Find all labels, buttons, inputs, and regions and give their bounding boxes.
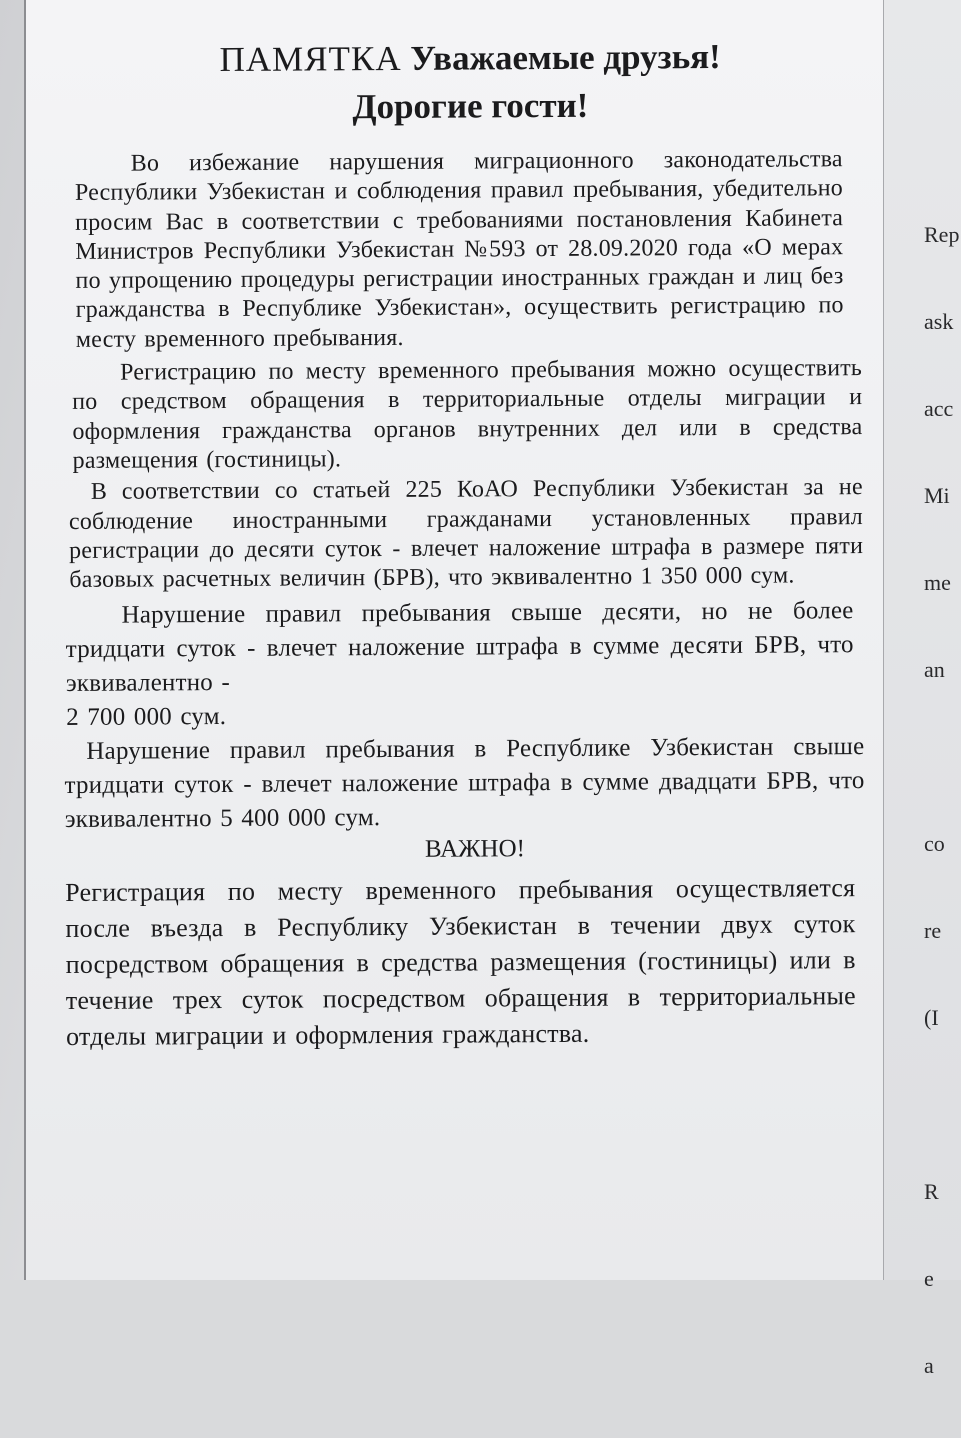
paragraph-registration-request: Во избежание нарушения миграционного законодательства Республики Узбекистан и соблюдения правил пребывания, убедительно просим Вас в соответствии с требованиями постановления Кабинета Министров Республики Узбекистан №593 от 28.09.2020 года «О мерах по упрощению процедуры регистрации иностранных граждан и лиц без гражданства в Республике Узбекистан», осуществить регистрацию по месту временного пребывания. xyxy=(74,146,844,353)
adjacent-sheet-text xyxy=(924,162,959,1438)
paragraph-fine-thirty-days xyxy=(63,595,864,736)
adjacent-fragment: re xyxy=(924,918,942,943)
notice-title xyxy=(60,33,861,132)
adjacent-fragment: me xyxy=(924,570,951,595)
adjacent-fragment xyxy=(924,742,959,771)
notice-content xyxy=(60,33,866,1055)
fine-thirty-days-amount: 2 700 000 сум. xyxy=(66,703,227,732)
adjacent-fragment: e xyxy=(924,1266,934,1291)
adjacent-fragment: Rep xyxy=(924,222,960,247)
adjacent-fragment: R xyxy=(924,1179,939,1204)
adjacent-sheet xyxy=(884,0,961,1378)
fine-thirty-days-text: Нарушение правил пребывания свыше десяти, но не более тридцати суток - влечет наложение штрафа в сумме десяти БРВ, что эквивалентно - xyxy=(65,597,854,698)
title-guests: Дорогие гости! xyxy=(352,85,589,127)
paragraph-registration-deadline: Регистрация по месту временного пребывания осуществляется после въезда в Республику Узбекистан в течении двух суток посредством обращения в средства размещения (гостиницы) или в течение трех суток посредством обращения в территориальные отделы миграции и оформления гражданства. xyxy=(65,873,856,1052)
adjacent-fragment: a xyxy=(924,1353,934,1378)
paragraph-fine-over-thirty-days: Нарушение правил пребывания в Республике Узбекистан свыше тридцати суток - влечет наложение штрафа в сумме двадцати БРВ, что эквивалентно 5 400 000 сум. xyxy=(64,733,865,834)
adjacent-fragment: acc xyxy=(924,396,954,421)
adjacent-fragment: an xyxy=(924,657,945,682)
paragraph-fine-ten-days: В соответствии со статьей 225 КоАО Республики Узбекистан за не соблюдение иностранными гражданами установленных правил регистрации до десяти суток - влечет наложение штрафа в размере пяти базовых расчетных величин (БРВ), что эквивалентно 1 350 000 сум. xyxy=(68,474,864,594)
title-greeting: Уважаемые друзья! xyxy=(410,36,721,78)
adjacent-fragment: Mi xyxy=(924,483,950,508)
paragraph-registration-where: Регистрацию по месту временного пребывания можно осуществить по средством обращения в территориальные отделы миграции и оформления гражданства органов внутренних дел или в средства размещения (гостиницы). xyxy=(72,355,863,474)
adjacent-fragment: co xyxy=(924,831,945,856)
adjacent-fragment: ask xyxy=(924,309,954,334)
important-heading: ВАЖНО! xyxy=(424,835,526,864)
adjacent-fragment xyxy=(924,1090,959,1119)
title-label: ПАМЯТКА xyxy=(219,38,402,80)
adjacent-fragment: (I xyxy=(924,1005,939,1030)
